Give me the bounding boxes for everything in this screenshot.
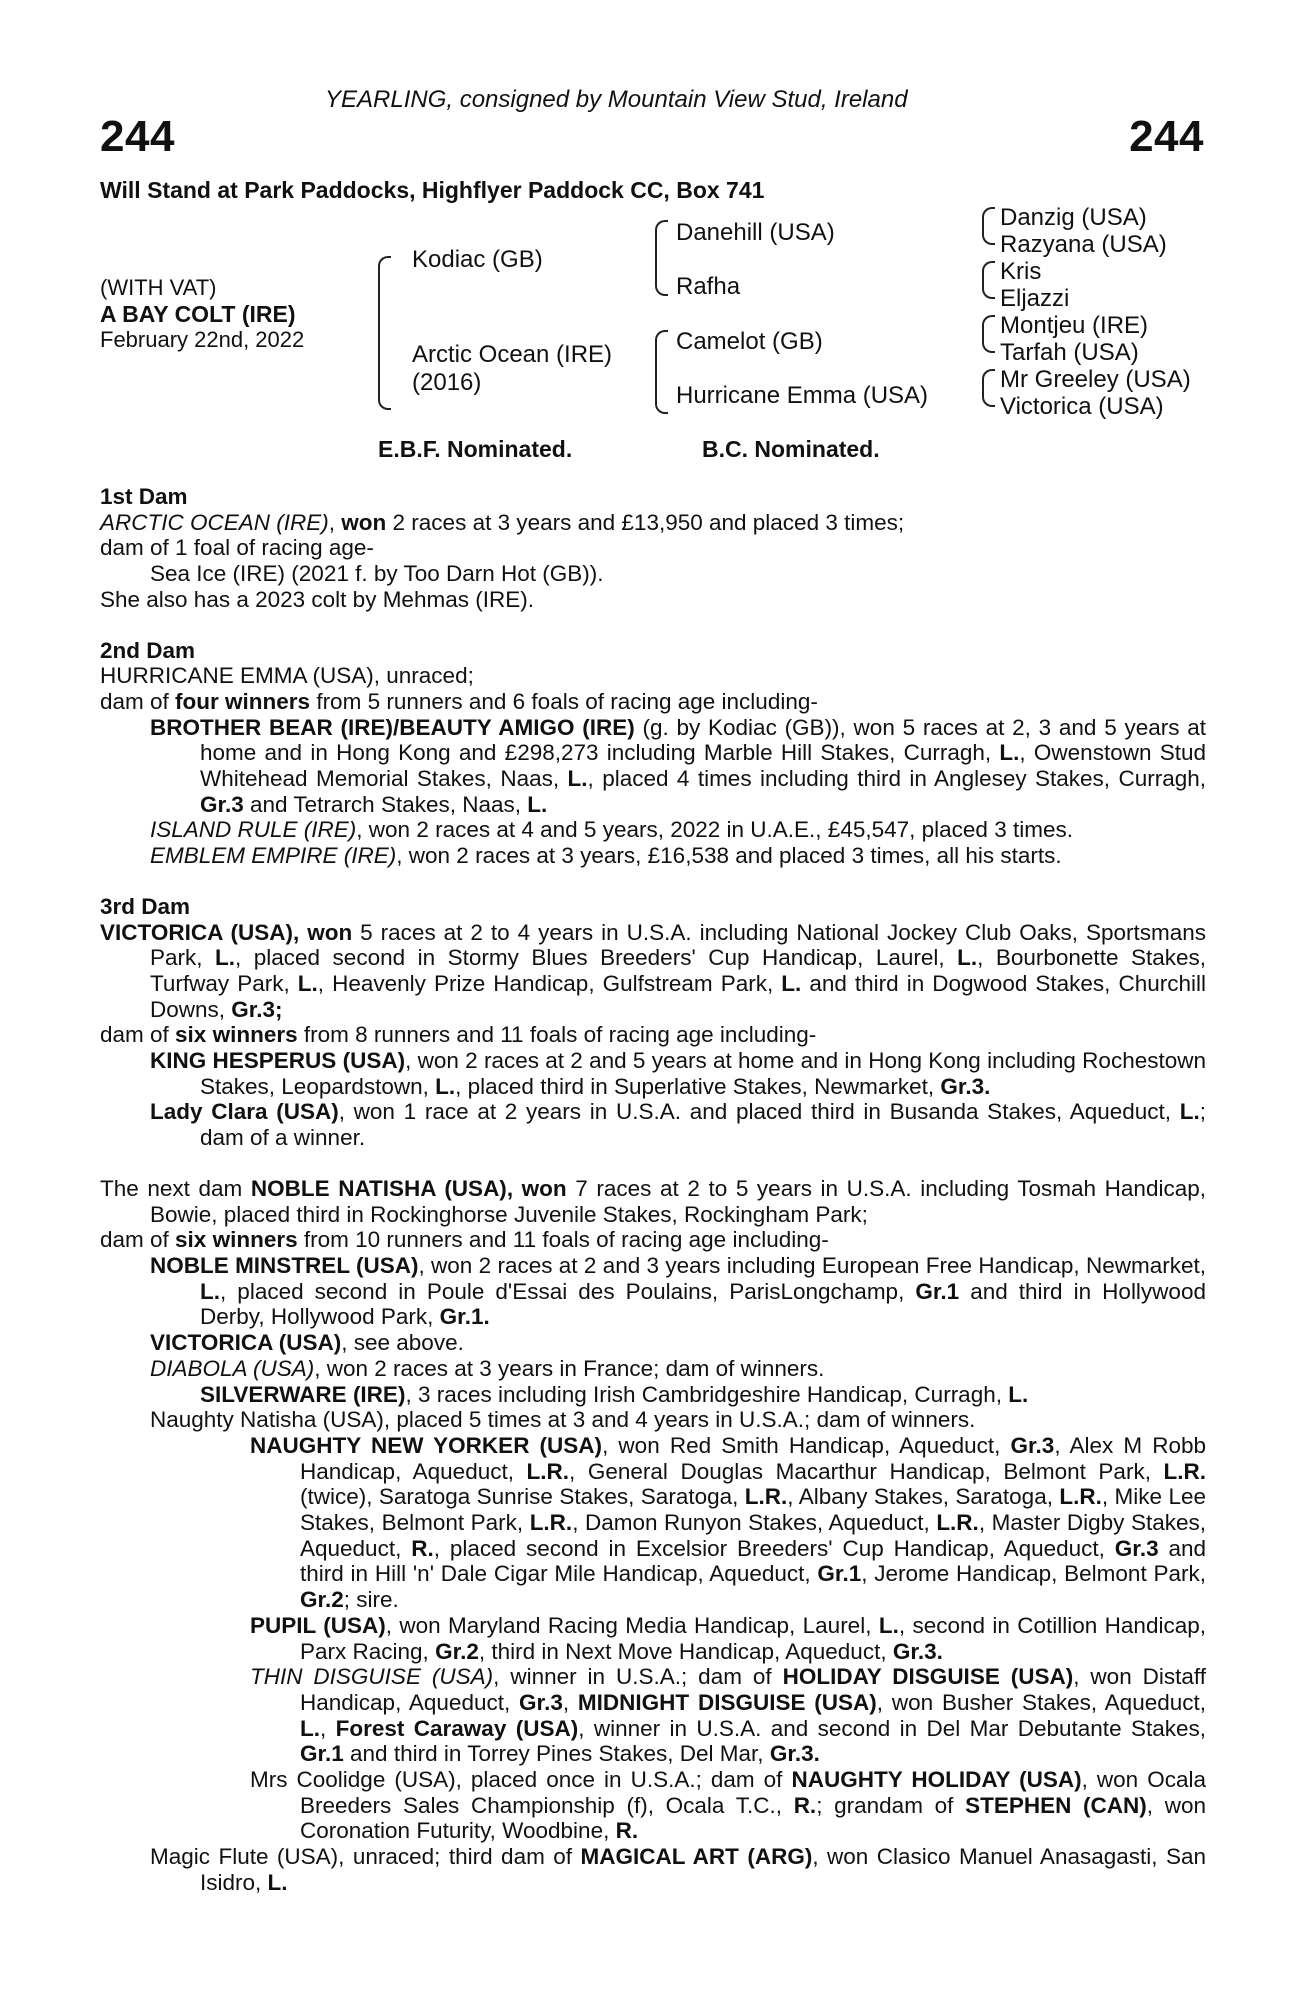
pedigree-sds: Kris: [1000, 258, 1042, 285]
list-item: NAUGHTY NEW YORKER (USA), won Red Smith Handicap, Aqueduct, Gr.3, Alex M Robb Handicap, Aqueduct, L.R., General Douglas Macarthur Handicap, Belmont Park, L.R. (twice), Saratoga Sunrise Stakes, Saratoga, L.R., Albany Stakes, Saratoga, L.R., Mike Lee Stakes, Belmont Park, L.R., Damon Runyon Stakes, Aqueduct, L.R., Master Digby Stakes, Aqueduct, R., placed second in Excelsior Breeders' Cup Handicap, Aqueduct, Gr.3 and third in Hill 'n' Dale Cigar Mile Handicap, Aqueduct, Gr.1, Jerome Handicap, Belmont Park, Gr.2; sire.: [250, 1432, 1207, 1613]
list-item: NOBLE MINSTREL (USA), won 2 races at 2 and 3 years including European Free Handicap, Newmarket, L., placed second in Poule d'Essai des Poulains, ParisLongchamp, Gr.1 and third in Hollywood Derby, Hollywood Park, Gr.1.: [150, 1252, 1206, 1330]
pedigree-dam-year: (2016): [412, 369, 482, 396]
list-item: VICTORICA (USA), see above.: [150, 1330, 464, 1356]
list-item: PUPIL (USA), won Maryland Racing Media Handicap, Laurel, L., second in Cotillion Handicap, Parx Racing, Gr.2, third in Next Move Handicap, Aqueduct, Gr.3.: [250, 1612, 1206, 1664]
list-item: Lady Clara (USA), won 1 race at 2 years in U.S.A. and placed third in Busanda Stakes, Aqueduct, L.; dam of a winner.: [150, 1099, 1206, 1151]
fourth-dam-record: The next dam NOBLE NATISHA (USA), won 7 races at 2 to 5 years in U.S.A. including Tosmah Handicap, Bowie, placed third in Rockinghorse Juvenile Stakes, Rockingham Park;: [100, 1175, 1206, 1227]
second-dam-produce: dam of four winners from 5 runners and 6 foals of racing age including-: [100, 688, 818, 714]
pedigree-dam: Arctic Ocean (IRE): [412, 341, 613, 368]
brace-sire: [655, 220, 668, 296]
first-dam-heading: 1st Dam: [100, 484, 188, 509]
pedigree-dds: Mr Greeley (USA): [1000, 366, 1191, 393]
third-dam-heading: 3rd Dam: [100, 893, 191, 919]
horse-name: A BAY COLT (IRE): [100, 301, 296, 327]
brace-dam: [655, 330, 668, 414]
third-dam-record: VICTORICA (USA), won 5 races at 2 to 4 years in U.S.A. including National Jockey Club Oaks, Sportsmans Park, L., placed second in Stormy Blues Breeders' Cup Handicap, Laurel, L., Bourbonette Stakes, Turfway Park, L., Heavenly Prize Handicap, Gulfstream Park, L. and third in Dogwood Stakes, Churchill Downs, Gr.3;: [100, 919, 1206, 1022]
list-item: Magic Flute (USA), unraced; third dam of MAGICAL ART (ARG), won Clasico Manuel Anasagasti, San Isidro, L.: [150, 1844, 1206, 1895]
catalogue-body: [100, 484, 1206, 1896]
pedigree-dam-sire: Camelot (GB): [676, 328, 823, 355]
pedigree-dam-dam: Hurricane Emma (USA): [676, 382, 929, 409]
date-of-birth: February 22nd, 2022: [100, 327, 305, 352]
pedigree-dsd: Tarfah (USA): [1000, 339, 1139, 366]
list-item: SILVERWARE (IRE), 3 races including Irish Cambridgeshire Handicap, Curragh, L.: [200, 1381, 1029, 1407]
brace-ss: [982, 207, 995, 245]
first-dam-also: She also has a 2023 colt by Mehmas (IRE).: [100, 586, 534, 612]
pedigree-dss: Montjeu (IRE): [1000, 312, 1149, 339]
fourth-dam-produce: dam of six winners from 10 runners and 11 foals of racing age including-: [100, 1227, 829, 1253]
pedigree-ssd: Razyana (USA): [1000, 231, 1167, 258]
subtitle: YEARLING, consigned by Mountain View Stud, Ireland: [325, 86, 908, 113]
first-dam-record: ARCTIC OCEAN (IRE), won 2 races at 3 years and £13,950 and placed 3 times;: [100, 509, 905, 535]
list-item: BROTHER BEAR (IRE)/BEAUTY AMIGO (IRE) (g. by Kodiac (GB)), won 5 races at 2, 3 and 5 years at home and in Hong Kong and £298,273 including Marble Hill Stakes, Curragh, L., Owenstown Stud Whitehead Memorial Stakes, Naas, L., placed 4 times including third in Anglesey Stakes, Curragh, Gr.3 and Tetrarch Stakes, Naas, L.: [150, 714, 1207, 817]
vat-note: (WITH VAT): [100, 275, 217, 300]
list-item: THIN DISGUISE (USA), winner in U.S.A.; dam of HOLIDAY DISGUISE (USA), won Distaff Handicap, Aqueduct, Gr.3, MIDNIGHT DISGUISE (USA), won Busher Stakes, Aqueduct, L., Forest Caraway (USA), winner in U.S.A. and second in Del Mar Debutante Stakes, Gr.1 and third in Torrey Pines Stakes, Del Mar, Gr.3.: [250, 1664, 1206, 1767]
brace-ds: [982, 315, 995, 353]
lot-number-left: 244: [100, 112, 175, 161]
stall-location: Will Stand at Park Paddocks, Highflyer Paddock CC, Box 741: [100, 177, 765, 203]
second-dam-record: HURRICANE EMMA (USA), unraced;: [100, 663, 474, 689]
second-dam-heading: 2nd Dam: [100, 637, 196, 663]
bc-nominated: B.C. Nominated.: [702, 436, 880, 462]
first-dam-foal: Sea Ice (IRE) (2021 f. by Too Darn Hot (GB)).: [150, 561, 604, 587]
pedigree-ddd: Victorica (USA): [1000, 393, 1164, 420]
pedigree-sire-dam: Rafha: [676, 273, 741, 300]
pedigree-sire-sire: Danehill (USA): [676, 219, 835, 246]
lot-number-right: 244: [1129, 112, 1204, 161]
brace-dd: [982, 369, 995, 407]
pedigree-sdd: Eljazzi: [1000, 285, 1070, 312]
pedigree-sire: Kodiac (GB): [412, 246, 543, 273]
list-item: ISLAND RULE (IRE), won 2 races at 4 and 5 years, 2022 in U.A.E., £45,547, placed 3 times.: [150, 817, 1073, 843]
third-dam-produce: dam of six winners from 8 runners and 11 foals of racing age including-: [100, 1022, 817, 1048]
brace-sd: [982, 261, 995, 299]
ebf-nominated: E.B.F. Nominated.: [378, 436, 573, 462]
list-item: EMBLEM EMPIRE (IRE), won 2 races at 3 years, £16,538 and placed 3 times, all his starts.: [150, 843, 1062, 869]
brace-main: [378, 256, 391, 410]
first-dam-foals: dam of 1 foal of racing age-: [100, 535, 374, 561]
pedigree-sss: Danzig (USA): [1000, 204, 1147, 231]
list-item: Mrs Coolidge (USA), placed once in U.S.A.; dam of NAUGHTY HOLIDAY (USA), won Ocala Breeders Sales Championship (f), Ocala T.C., R.; grandam of STEPHEN (CAN), won Coronation Futurity, Woodbine, R.: [250, 1767, 1207, 1844]
list-item: Naughty Natisha (USA), placed 5 times at 3 and 4 years in U.S.A.; dam of winners.: [150, 1407, 976, 1433]
list-item: DIABOLA (USA), won 2 races at 3 years in France; dam of winners.: [150, 1355, 825, 1381]
list-item: KING HESPERUS (USA), won 2 races at 2 and 5 years at home and in Hong Kong including Rochestown Stakes, Leopardstown, L., placed third in Superlative Stakes, Newmarket, Gr.3.: [150, 1048, 1206, 1099]
